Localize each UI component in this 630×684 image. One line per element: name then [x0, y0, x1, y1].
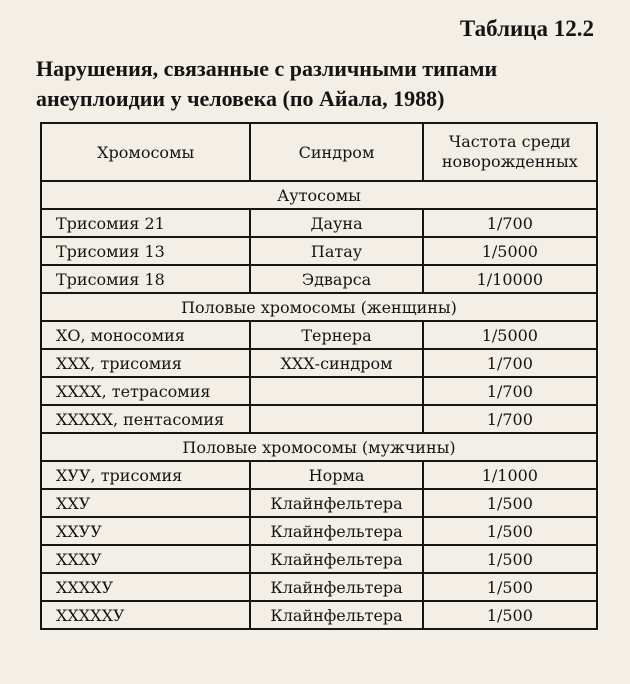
syndrome-cell: Клайнфельтера: [250, 489, 422, 517]
header-row: [41, 123, 597, 181]
frequency-cell: 1/700: [423, 377, 597, 405]
frequency-cell: 1/500: [423, 601, 597, 629]
table-row: [41, 573, 597, 601]
header-syndrome: Синдром: [250, 123, 422, 181]
section-title: Половые хромосомы (мужчины): [41, 433, 597, 461]
table-row: [41, 405, 597, 433]
chromosome-cell: ХХХХХУ: [41, 601, 250, 629]
syndrome-cell: Норма: [250, 461, 422, 489]
frequency-cell: 1/10000: [423, 265, 597, 293]
table-row: [41, 321, 597, 349]
header-frequency: Частота среди новорожденных: [423, 123, 597, 181]
frequency-cell: 1/5000: [423, 237, 597, 265]
frequency-cell: 1/500: [423, 489, 597, 517]
syndrome-cell: Эдварса: [250, 265, 422, 293]
frequency-cell: 1/5000: [423, 321, 597, 349]
section-row: [41, 293, 597, 321]
table-row: [41, 265, 597, 293]
chromosome-cell: Трисомия 21: [41, 209, 250, 237]
frequency-cell: 1/500: [423, 545, 597, 573]
section-title: Половые хромосомы (женщины): [41, 293, 597, 321]
aneuploidy-table: [40, 122, 598, 630]
table-body: [41, 181, 597, 629]
chromosome-cell: ХХУУ: [41, 517, 250, 545]
section-title: Аутосомы: [41, 181, 597, 209]
syndrome-cell: Патау: [250, 237, 422, 265]
syndrome-cell: [250, 405, 422, 433]
table-row: [41, 545, 597, 573]
table-row: [41, 489, 597, 517]
section-row: [41, 181, 597, 209]
syndrome-cell: Клайнфельтера: [250, 601, 422, 629]
frequency-cell: 1/700: [423, 405, 597, 433]
frequency-cell: 1/700: [423, 209, 597, 237]
chromosome-cell: ХХХ, трисомия: [41, 349, 250, 377]
table-caption: Нарушения, связанные с различными типами анеуплоидии у человека (по Айала, 1988): [36, 56, 498, 111]
syndrome-cell: Дауна: [250, 209, 422, 237]
table-row: [41, 461, 597, 489]
table-row: [41, 517, 597, 545]
frequency-cell: 1/500: [423, 517, 597, 545]
table-row: [41, 237, 597, 265]
frequency-cell: 1/700: [423, 349, 597, 377]
chromosome-cell: ХХУ: [41, 489, 250, 517]
table-row: [41, 209, 597, 237]
chromosome-cell: ХУУ, трисомия: [41, 461, 250, 489]
table-number: Таблица 12.2: [459, 16, 594, 41]
table-row: [41, 377, 597, 405]
section-row: [41, 433, 597, 461]
header-chromosomes: Хромосомы: [41, 123, 250, 181]
frequency-cell: 1/1000: [423, 461, 597, 489]
syndrome-cell: Клайнфельтера: [250, 545, 422, 573]
syndrome-cell: ХХХ-синдром: [250, 349, 422, 377]
syndrome-cell: Тернера: [250, 321, 422, 349]
chromosome-cell: Трисомия 18: [41, 265, 250, 293]
chromosome-cell: ХХХХХ, пентасомия: [41, 405, 250, 433]
chromosome-cell: ХХХХУ: [41, 573, 250, 601]
table-row: [41, 601, 597, 629]
syndrome-cell: Клайнфельтера: [250, 517, 422, 545]
chromosome-cell: ХХХУ: [41, 545, 250, 573]
syndrome-cell: [250, 377, 422, 405]
table-row: [41, 349, 597, 377]
chromosome-cell: ХО, моносомия: [41, 321, 250, 349]
chromosome-cell: ХХХХ, тетрасомия: [41, 377, 250, 405]
syndrome-cell: Клайнфельтера: [250, 573, 422, 601]
frequency-cell: 1/500: [423, 573, 597, 601]
chromosome-cell: Трисомия 13: [41, 237, 250, 265]
